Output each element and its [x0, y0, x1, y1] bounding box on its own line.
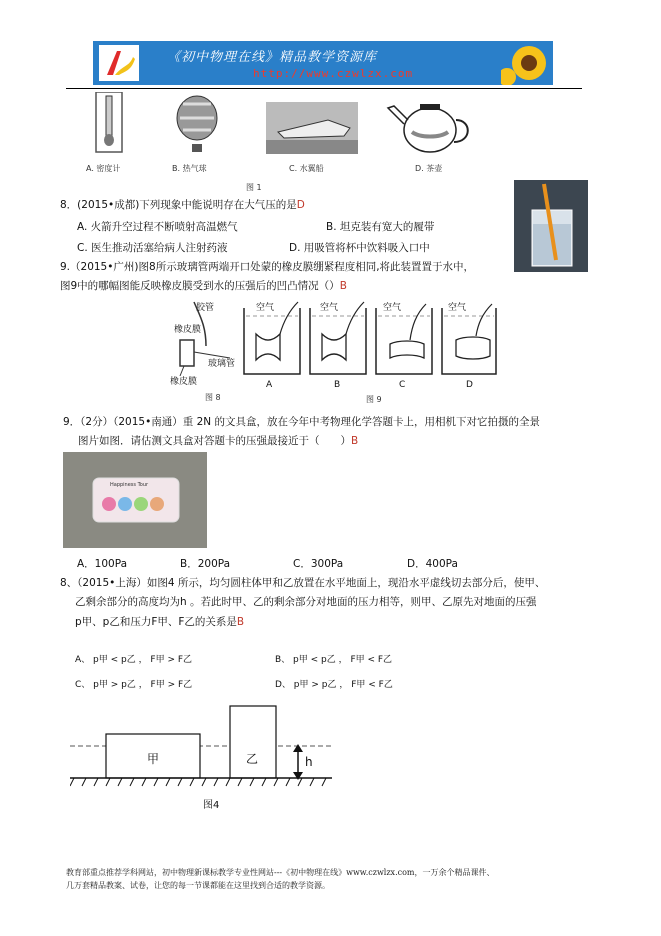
header-url: http://www.czwlzx.com	[253, 67, 414, 80]
q9b-option-b: B．200Pa	[180, 558, 231, 570]
fig9-air-b: 空气	[320, 303, 339, 313]
fig1-item-c: C. 水翼船	[289, 164, 324, 173]
q8b-answer: B	[236, 616, 245, 628]
q9b-answer: B	[351, 435, 359, 447]
q8a-stem: 8．(2015•成都)下列现象中能说明存在大气压的是D	[60, 199, 305, 211]
fig8-label-hose: 胶管	[196, 303, 215, 313]
fig9-letter-d: D	[466, 380, 473, 390]
q9b-line2: 图片如图．请估测文具盒对答题卡的压强最接近于（ ）B	[78, 435, 359, 447]
fig1-item-d: D. 茶壶	[415, 164, 443, 173]
straw-glass-photo	[514, 180, 588, 272]
fig9-letter-a: A	[266, 380, 273, 390]
header-banner	[93, 41, 553, 85]
logo-icon	[99, 45, 139, 81]
fig9-letter-b: B	[334, 380, 341, 390]
pencil-box-photo	[63, 452, 207, 548]
fig8-caption: 图 8	[205, 393, 221, 402]
fig1-item-a: A. 密度计	[86, 164, 121, 173]
q8b-option-a: A、 p甲 < p乙 ， F甲 > F乙	[75, 655, 193, 665]
q9a-line1: 9.（2015•广州)图8所示玻璃管两端开口处蒙的橡皮膜绷紧程度相同,将此装置置于水中，	[60, 261, 475, 273]
q9b-option-c: C．300Pa	[293, 558, 344, 570]
fig1-caption: 图 1	[246, 183, 262, 192]
fig4-h-label: h	[305, 755, 313, 769]
header-title: 《初中物理在线》精品教学资源库	[167, 50, 378, 65]
q8b-option-d: D、 p甲 > p乙 ， F甲 < F乙	[275, 680, 393, 690]
q8b-line2: 乙剩余部分的高度均为h 。若此时甲、乙的剩余部分对地面的压力相等，则甲、乙原先对地面的压强	[75, 596, 537, 608]
q8b-line3: p甲、p乙和压力F甲、F乙的关系是B	[75, 616, 245, 628]
fig8-label-film-top: 橡皮膜	[174, 325, 202, 335]
fig9-air-c: 空气	[383, 303, 402, 313]
footer-line-2: 几万套精品教案、试卷，让您的每一节课都能在这里找到合适的教学资源。	[66, 881, 330, 890]
fig4-caption: 图4	[203, 800, 220, 811]
fig4-jia-label: 甲	[147, 752, 160, 766]
q8a-option-c: C. 医生推动活塞给病人注射药液	[77, 242, 228, 254]
q9a-line2: 图9中的哪幅图能反映橡皮膜受到水的压强后的凹凸情况（）B	[60, 280, 347, 292]
header-rule	[66, 88, 582, 89]
fig9-caption: 图 9	[366, 395, 382, 404]
fig9-air-a: 空气	[256, 303, 275, 313]
q8a-answer: D	[296, 199, 305, 211]
figure-4	[70, 700, 340, 792]
q8a-option-a: A. 火箭升空过程不断喷射高温燃气	[77, 221, 238, 233]
fig8-label-tube: 玻璃管	[208, 359, 236, 369]
fig4-yi-label: 乙	[246, 752, 259, 766]
pencil-box-label: Happiness Tour	[110, 482, 149, 488]
fig1-item-b: B. 热气球	[172, 164, 207, 173]
q8b-line1: 8、（2015•上海）如图4 所示，均匀圆柱体甲和乙放置在水平地面上，现沿水平虚线切去部分后，使甲、	[60, 577, 546, 589]
q9a-answer: B	[339, 280, 347, 292]
q9b-option-d: D．400Pa	[407, 558, 458, 570]
fig9-air-d: 空气	[448, 303, 467, 313]
fig9-letter-c: C	[399, 380, 406, 390]
q8a-option-d: D. 用吸管将杯中饮料吸入口中	[289, 242, 430, 254]
q9b-option-a: A．100Pa	[77, 558, 128, 570]
footer-line-1: 教育部重点推荐学科网站，初中物理新课标教学专业性网站---《初中物理在线》www.czwlzx.com，一万余个精品课件、	[66, 868, 495, 877]
page-footer	[66, 866, 596, 892]
q8b-option-b: B、 p甲 < p乙 ， F甲 < F乙	[275, 655, 393, 665]
sunflower-icon	[501, 41, 553, 85]
fig8-label-film-bottom: 橡皮膜	[170, 377, 198, 387]
q9b-line1: 9．（2分）（2015•南通）重 2N 的文具盒，放在今年中考物理化学答题卡上，用相机下对它拍摄的全景	[63, 416, 540, 428]
q8b-option-c: C、 p甲 > p乙 ， F甲 > F乙	[75, 680, 193, 690]
q8a-option-b: B. 坦克装有宽大的履带	[326, 221, 435, 233]
